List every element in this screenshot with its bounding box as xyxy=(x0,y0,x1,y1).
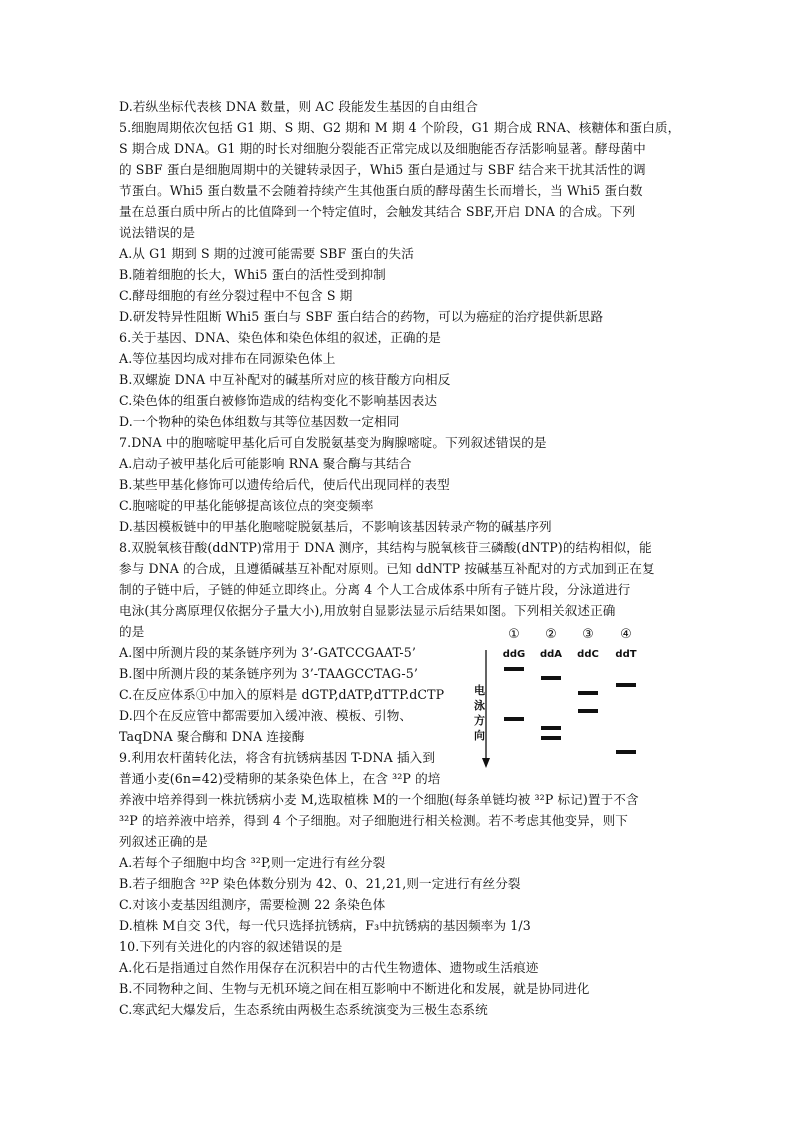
gel-band xyxy=(504,717,524,721)
text-line: B.双螺旋 DNA 中互补配对的碱基所对应的核苷酸方向相反 xyxy=(119,372,451,387)
text-line: C.对该小麦基因组测序，需要检测 22 条染色体 xyxy=(119,897,386,912)
direction-label-char: 向 xyxy=(474,729,485,742)
text-line: 8.双脱氧核苷酸(ddNTP)常用于 DNA 测序，其结构与脱氧核苷三磷酸(dNTP)的结构相似，能 xyxy=(119,540,652,555)
text-line: 列叙述正确的是 xyxy=(119,834,208,849)
text-line: 9.利用农杆菌转化法，将含有抗锈病基因 T-DNA 插入到 xyxy=(119,750,436,765)
lane-number: ③ xyxy=(582,627,594,642)
lane-number: ② xyxy=(545,627,557,642)
text-line: D.一个物种的染色体组数与其等位基因数一定相同 xyxy=(119,414,400,429)
text-line: B.若子细胞含 ³²P 染色体数分别为 42、0、21,21,则一定进行有丝分裂 xyxy=(119,876,521,891)
lane-label: ddA xyxy=(539,649,563,660)
gel-band xyxy=(616,683,636,687)
text-line: C.酵母细胞的有丝分裂过程中不包含 S 期 xyxy=(119,288,353,303)
text-line: D.四个在反应管中都需要加入缓冲液、模板、引物、 xyxy=(119,708,413,723)
text-line: 养液中培养得到一株抗锈病小麦 M,选取植株 M的一个细胞(每条单链均被 ³²P 标记)置于不含 xyxy=(119,792,639,807)
lane-number: ① xyxy=(508,627,520,642)
text-line: 5.细胞周期依次包括 G1 期、S 期、G2 期和 M 期 4 个阶段，G1 期合成 RNA、核糖体和蛋白质， xyxy=(119,120,681,135)
gel-band xyxy=(578,691,598,695)
text-line: B.某些甲基化修饰可以遗传给后代，使后代出现同样的表型 xyxy=(119,477,450,492)
gel-band xyxy=(541,736,561,740)
text-line: 参与 DNA 的合成，且遵循碱基互补配对原则。已知 ddNTP 按碱基互补配对的方式加到正在复 xyxy=(119,561,655,576)
text-line: C.胞嘧啶的甲基化能够提高该位点的突变频率 xyxy=(119,498,374,513)
text-line: D.植株 M自交 3代，每一代只选择抗锈病，F₃中抗锈病的基因频率为 1/3 xyxy=(119,918,531,933)
gel-band xyxy=(541,676,561,680)
text-line: 量在总蛋白质中所占的比值降到一个特定值时，会触发其结合 SBF,开启 DNA 的合成。下列 xyxy=(119,204,636,219)
gel-band xyxy=(541,726,561,730)
gel-diagram xyxy=(470,622,666,774)
text-line: B.不同物种之间、生物与无机环境之间在相互影响中不断进化和发展，就是协同进化 xyxy=(119,981,590,996)
text-line: 10.下列有关进化的内容的叙述错误的是 xyxy=(119,939,343,954)
text-line: 制的子链中后，子链的伸延立即终止。分离 4 个人工合成体系中所有子链片段，分泳道进行 xyxy=(119,582,631,597)
direction-label-char: 电 xyxy=(474,684,485,697)
direction-label-char: 方 xyxy=(474,714,485,727)
text-line: A.启动子被甲基化后可能影响 RNA 聚合酶与其结合 xyxy=(119,456,412,471)
direction-label-char: 泳 xyxy=(474,699,485,712)
text-line: D.基因模板链中的甲基化胞嘧啶脱氨基后，不影响该基因转录产物的碱基序列 xyxy=(119,519,552,534)
text-line: C.染色体的组蛋白被修饰造成的结构变化不影响基因表达 xyxy=(119,393,438,408)
direction-arrowhead xyxy=(482,758,490,768)
text-line: 7.DNA 中的胞嘧啶甲基化后可自发脱氨基变为胸腺嘧啶。下列叙述错误的是 xyxy=(119,435,547,450)
text-line: 节蛋白。Whi5 蛋白数量不会随着持续产生其他蛋白质的酵母菌生长而增长，当 Whi5 蛋白数 xyxy=(119,183,643,198)
text-line: 电泳(其分离原理仅依据分子量大小),用放射自显影法显示后结果如图。下列相关叙述正确 xyxy=(119,603,616,618)
text-line: 普通小麦(6n=42)受精卵的某条染色体上，在含 ³²P 的培 xyxy=(119,771,441,786)
text-line: 说法错误的是 xyxy=(119,225,196,240)
text-line: D.研发特异性阻断 Whi5 蛋白与 SBF 蛋白结合的药物，可以为癌症的治疗提供新思路 xyxy=(119,309,604,324)
text-line: B.随着细胞的长大，Whi5 蛋白的活性受到抑制 xyxy=(119,267,386,282)
electrophoresis-figure xyxy=(470,622,666,774)
text-line: A.图中所测片段的某条链序列为 3’-GATCCGAAT-5’ xyxy=(119,645,416,660)
text-line: A.化石是指通过自然作用保存在沉积岩中的古代生物遗体、遗物或生活痕迹 xyxy=(119,960,539,975)
text-line: B.图中所测片段的某条链序列为 3’-TAAGCCTAG-5’ xyxy=(119,666,418,681)
text-line: A.从 G1 期到 S 期的过渡可能需要 SBF 蛋白的失活 xyxy=(119,246,414,261)
text-line: C.寒武纪大爆发后，生态系统由两极生态系统演变为三极生态系统 xyxy=(119,1002,488,1017)
lane-number: ④ xyxy=(620,627,632,642)
text-line: 的 SBF 蛋白是细胞周期中的关键转录因子，Whi5 蛋白是通过与 SBF 结合来干扰其活性的调 xyxy=(119,162,646,177)
text-line: 6.关于基因、DNA、染色体和染色体组的叙述，正确的是 xyxy=(119,330,441,345)
gel-band xyxy=(616,750,636,754)
lane-label: ddT xyxy=(615,649,637,660)
text-line: A.若每个子细胞中均含 ³²P,则一定进行有丝分裂 xyxy=(119,855,386,870)
text-line: D.若纵坐标代表核 DNA 数量，则 AC 段能发生基因的自由组合 xyxy=(119,99,478,114)
text-line: 的是 xyxy=(119,624,145,639)
text-line: C.在反应体系①中加入的原料是 dGTP,dATP,dTTP.dCTP xyxy=(119,687,445,702)
text-line: ³²P 的培养液中培养，得到 4 个子细胞。对子细胞进行相关检测。若不考虑其他变异，则下 xyxy=(119,813,628,828)
gel-band xyxy=(578,709,598,713)
text-line: S 期合成 DNA。G1 期的时长对细胞分裂能否正常完成以及细胞能否存活影响显著。酵母菌中 xyxy=(119,141,646,156)
lane-label: ddC xyxy=(577,649,599,660)
lane-label: ddG xyxy=(502,649,526,660)
text-line: TaqDNA 聚合酶和 DNA 连接酶 xyxy=(119,729,305,744)
text-line: A.等位基因均成对排布在同源染色体上 xyxy=(119,351,336,366)
gel-band xyxy=(504,667,524,671)
